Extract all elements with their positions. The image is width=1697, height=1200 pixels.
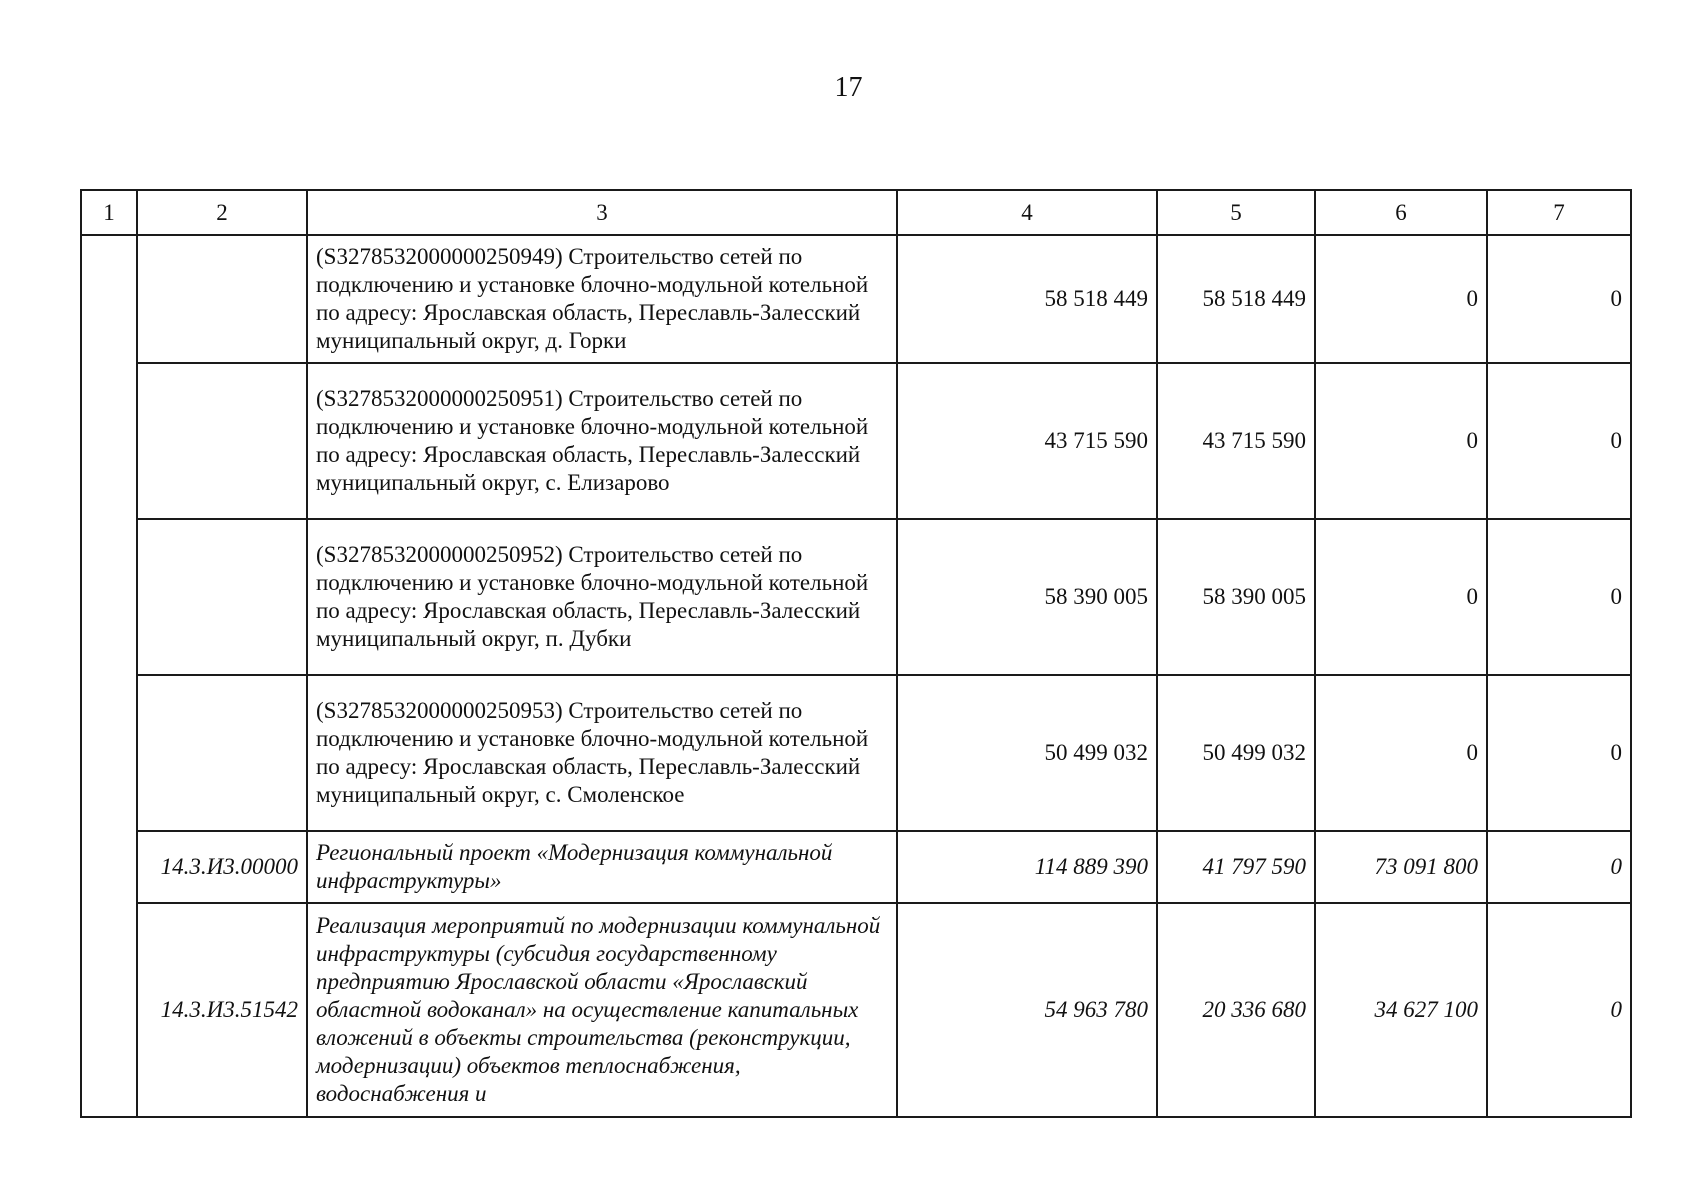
row-code <box>137 519 307 675</box>
row-code: 14.3.И3.51542 <box>137 903 307 1117</box>
row-value-7: 0 <box>1487 235 1631 363</box>
table-row <box>81 363 1631 519</box>
row-code: 14.3.И3.00000 <box>137 831 307 903</box>
table-row <box>81 235 1631 363</box>
row-name: (S3278532000000250952) Строительство сетей по подключению и установке блочно-модульной котельной по адресу: Ярославская область, Переславль-Залесский муниципальный округ, п. Дубки <box>307 519 897 675</box>
row-code <box>137 363 307 519</box>
row-value-6: 0 <box>1315 675 1487 831</box>
header-col-7: 7 <box>1487 190 1631 235</box>
table-row <box>81 519 1631 675</box>
header-col-1: 1 <box>81 190 137 235</box>
row-value-5: 50 499 032 <box>1157 675 1315 831</box>
row-value-5: 41 797 590 <box>1157 831 1315 903</box>
row-value-5: 58 518 449 <box>1157 235 1315 363</box>
row-name: (S3278532000000250949) Строительство сетей по подключению и установке блочно-модульной котельной по адресу: Ярославская область, Переславль-Залесский муниципальный округ, д. Горки <box>307 235 897 363</box>
page-number: 17 <box>834 72 863 103</box>
table-header-row <box>81 190 1631 235</box>
row-name: Реализация мероприятий по модернизации коммунальной инфраструктуры (субсидия государственному предприятию Ярославской области «Ярославский областной водоканал» на осуществление капитальных вложений в объекты строительства (реконструкции, модернизации) объектов теплоснабжения, водоснабжения и <box>307 903 897 1117</box>
header-col-3: 3 <box>307 190 897 235</box>
row-value-7: 0 <box>1487 519 1631 675</box>
row-value-4: 114 889 390 <box>897 831 1157 903</box>
header-col-6: 6 <box>1315 190 1487 235</box>
header-col-4: 4 <box>897 190 1157 235</box>
row-group-cell <box>81 235 137 1117</box>
row-value-4: 54 963 780 <box>897 903 1157 1117</box>
header-col-5: 5 <box>1157 190 1315 235</box>
row-code <box>137 235 307 363</box>
row-value-4: 50 499 032 <box>897 675 1157 831</box>
row-value-6: 73 091 800 <box>1315 831 1487 903</box>
row-value-4: 58 390 005 <box>897 519 1157 675</box>
row-name: (S3278532000000250953) Строительство сетей по подключению и установке блочно-модульной котельной по адресу: Ярославская область, Переславль-Залесский муниципальный округ, с. Смоленское <box>307 675 897 831</box>
row-value-5: 20 336 680 <box>1157 903 1315 1117</box>
row-value-5: 43 715 590 <box>1157 363 1315 519</box>
row-code <box>137 675 307 831</box>
row-value-4: 58 518 449 <box>897 235 1157 363</box>
row-value-4: 43 715 590 <box>897 363 1157 519</box>
table-row <box>81 831 1631 903</box>
row-name: (S3278532000000250951) Строительство сетей по подключению и установке блочно-модульной котельной по адресу: Ярославская область, Переславль-Залесский муниципальный округ, с. Елизарово <box>307 363 897 519</box>
budget-table <box>80 189 1632 1118</box>
row-value-7: 0 <box>1487 903 1631 1117</box>
row-value-6: 34 627 100 <box>1315 903 1487 1117</box>
row-value-6: 0 <box>1315 235 1487 363</box>
row-value-6: 0 <box>1315 363 1487 519</box>
row-name: Региональный проект «Модернизация коммунальной инфраструктуры» <box>307 831 897 903</box>
row-value-6: 0 <box>1315 519 1487 675</box>
row-value-7: 0 <box>1487 675 1631 831</box>
row-value-7: 0 <box>1487 831 1631 903</box>
table-row <box>81 675 1631 831</box>
row-value-7: 0 <box>1487 363 1631 519</box>
header-col-2: 2 <box>137 190 307 235</box>
row-value-5: 58 390 005 <box>1157 519 1315 675</box>
table-row <box>81 903 1631 1117</box>
